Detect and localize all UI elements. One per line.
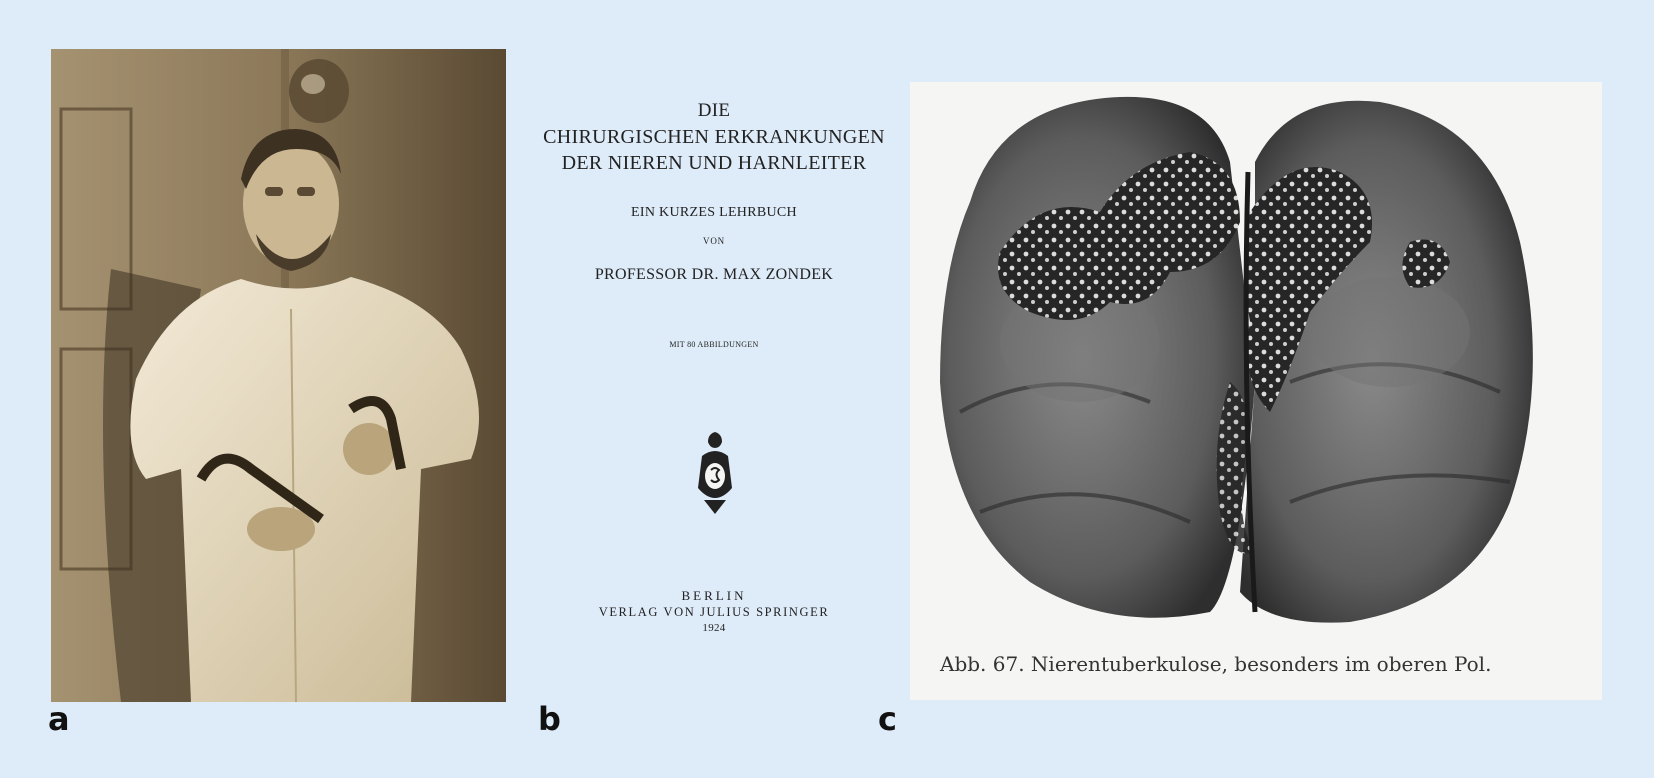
von-text: VON (703, 236, 725, 246)
title-line-die: DIE (697, 100, 731, 121)
publication-city: BERLIN (681, 588, 747, 603)
illustrations-count: MIT 80 ABBILDUNGEN (669, 340, 759, 349)
title-line-2: DER NIEREN UND HARNLEITER (561, 152, 867, 174)
publication-year: 1924 (702, 622, 726, 634)
figure-caption: Abb. 67. Nierentuberkulose, besonders im oberen Pol. (940, 652, 1492, 676)
panel-label-a: a (48, 700, 70, 738)
panel-label-b: b (538, 700, 561, 738)
subtitle: EIN KURZES LEHRBUCH (631, 205, 797, 220)
portrait-photo (51, 49, 506, 702)
author-name: PROFESSOR DR. MAX ZONDEK (594, 266, 834, 283)
title-line-1: CHIRURGISCHEN ERKRANKUNGEN (543, 126, 885, 148)
kidney-specimen-figure (910, 82, 1602, 700)
panel-label-c: c (878, 700, 897, 738)
publisher-emblem-icon (692, 428, 738, 518)
publisher: VERLAG VON JULIUS SPRINGER (598, 605, 830, 619)
kidney-specimen-image (910, 82, 1602, 642)
book-title-page (524, 90, 904, 650)
